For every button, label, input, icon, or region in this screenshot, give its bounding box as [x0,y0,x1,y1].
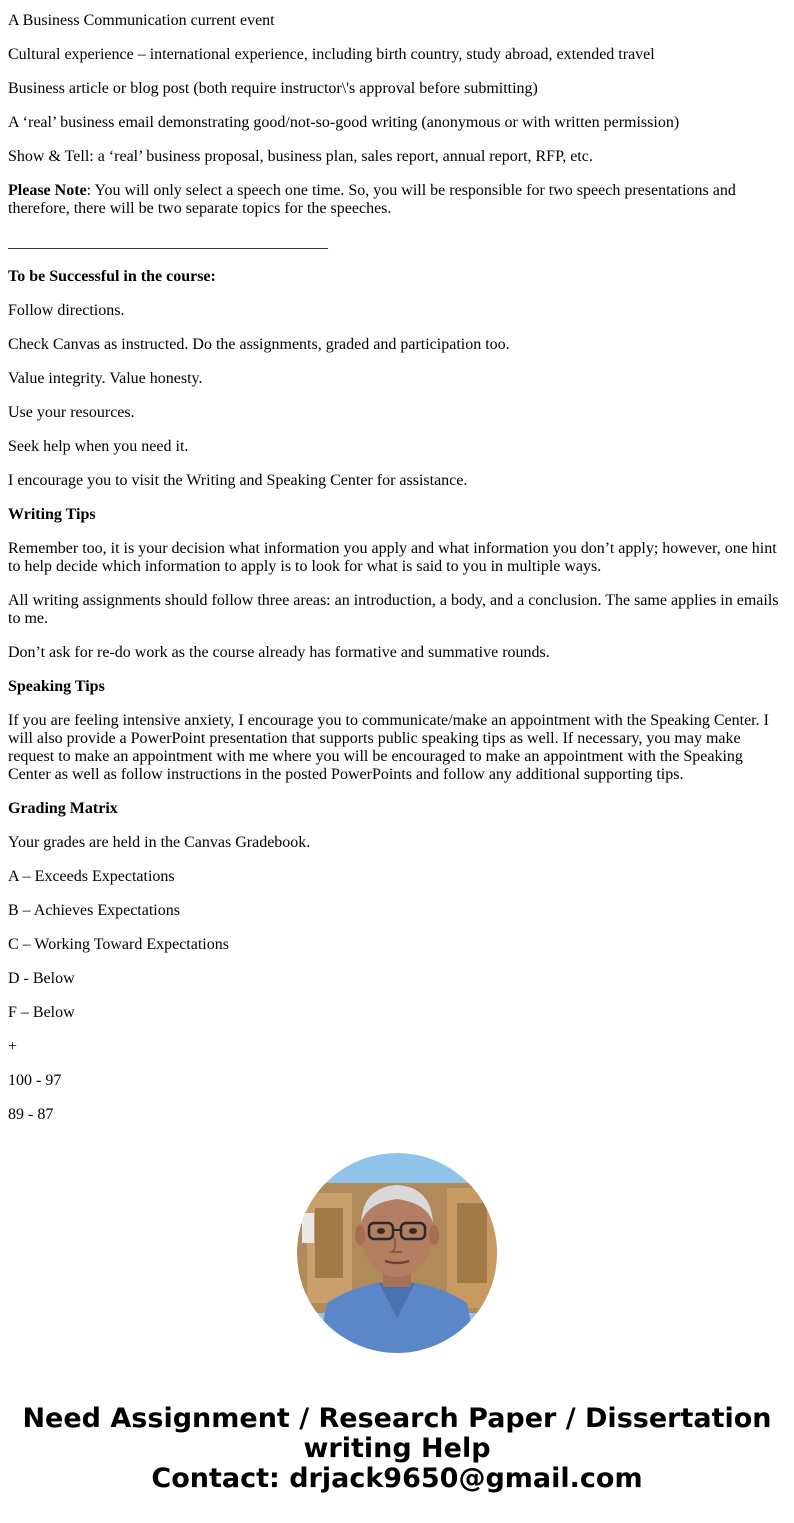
success-item: Seek help when you need it. [8,438,189,455]
success-item: I encourage you to visit the Writing and Speaking Center for assistance. [8,472,468,489]
grading-item: 100 - 97 [8,1072,62,1089]
speaking-tip: If you are feeling intensive anxiety, I encourage you to communicate/make an appointment with the Speaking Center. I will also provide a PowerPoint presentation that supports public speaking tips as well. If necessary, you may make request to make an appointment with me where you will be encouraged to make an appointment with the Speaking Center as well as follow instructions in the posted PowerPoints and follow any additional supporting tips. [8,712,769,783]
success-item: Check Canvas as instructed. Do the assignments, graded and participation too. [8,336,510,353]
writing-tip: Don’t ask for re-do work as the course already has formative and summative rounds. [8,644,550,661]
paragraph-show-and-tell: Show & Tell: a ‘real’ business proposal, business plan, sales report, annual report, RFP, etc. [8,148,593,165]
paragraph-business-email: A ‘real’ business email demonstrating good/not-so-good writing (anonymous or with written permission) [8,114,680,131]
heading-success: To be Successful in the course: [8,268,216,285]
success-item: Value integrity. Value honesty. [8,370,203,387]
heading-grading-matrix: Grading Matrix [8,800,118,817]
banner-contact-email: Contact: drjack9650@gmail.com [151,1463,643,1494]
heading-speaking-tips: Speaking Tips [8,678,105,695]
please-note-text: : You will only select a speech one time. So, you will be responsible for two speech presentations and therefore, there will be two separate topics for the speeches. [8,182,736,217]
heading-writing-tips: Writing Tips [8,506,96,523]
paragraph-please-note [8,182,786,218]
success-item: Use your resources. [8,404,135,421]
paragraph-business-article: Business article or blog post (both require instructor\'s approval before submitting) [8,80,538,97]
grading-item: D - Below [8,970,75,987]
underscore-divider: ________________________________________ [8,234,328,251]
person-portrait-icon [297,1153,497,1353]
grading-item: B – Achieves Expectations [8,902,180,919]
contact-avatar [297,1153,497,1353]
grading-item: F – Below [8,1004,75,1021]
writing-tip: All writing assignments should follow three areas: an introduction, a body, and a conclusion. The same applies in emails to me. [8,592,779,627]
grading-item: A – Exceeds Expectations [8,868,175,885]
success-item: Follow directions. [8,302,125,319]
banner-line-1: Need Assignment / Research Paper / Dissertation [22,1403,772,1434]
grading-item: + [8,1038,18,1055]
grading-item: 89 - 87 [8,1106,54,1123]
please-note-label: Please Note [8,182,87,199]
banner-line-2: writing Help [303,1433,491,1464]
grading-item: C – Working Toward Expectations [8,936,229,953]
paragraph-current-event: A Business Communication current event [8,12,275,29]
paragraph-cultural-experience: Cultural experience – international experience, including birth country, study abroad, extended travel [8,46,655,63]
grading-intro: Your grades are held in the Canvas Gradebook. [8,834,311,851]
contact-banner [0,1404,794,1494]
writing-tip: Remember too, it is your decision what information you apply and what information you don’t apply; however, one hint to help decide which information to apply is to look for what is said to you in multiple ways. [8,540,777,575]
